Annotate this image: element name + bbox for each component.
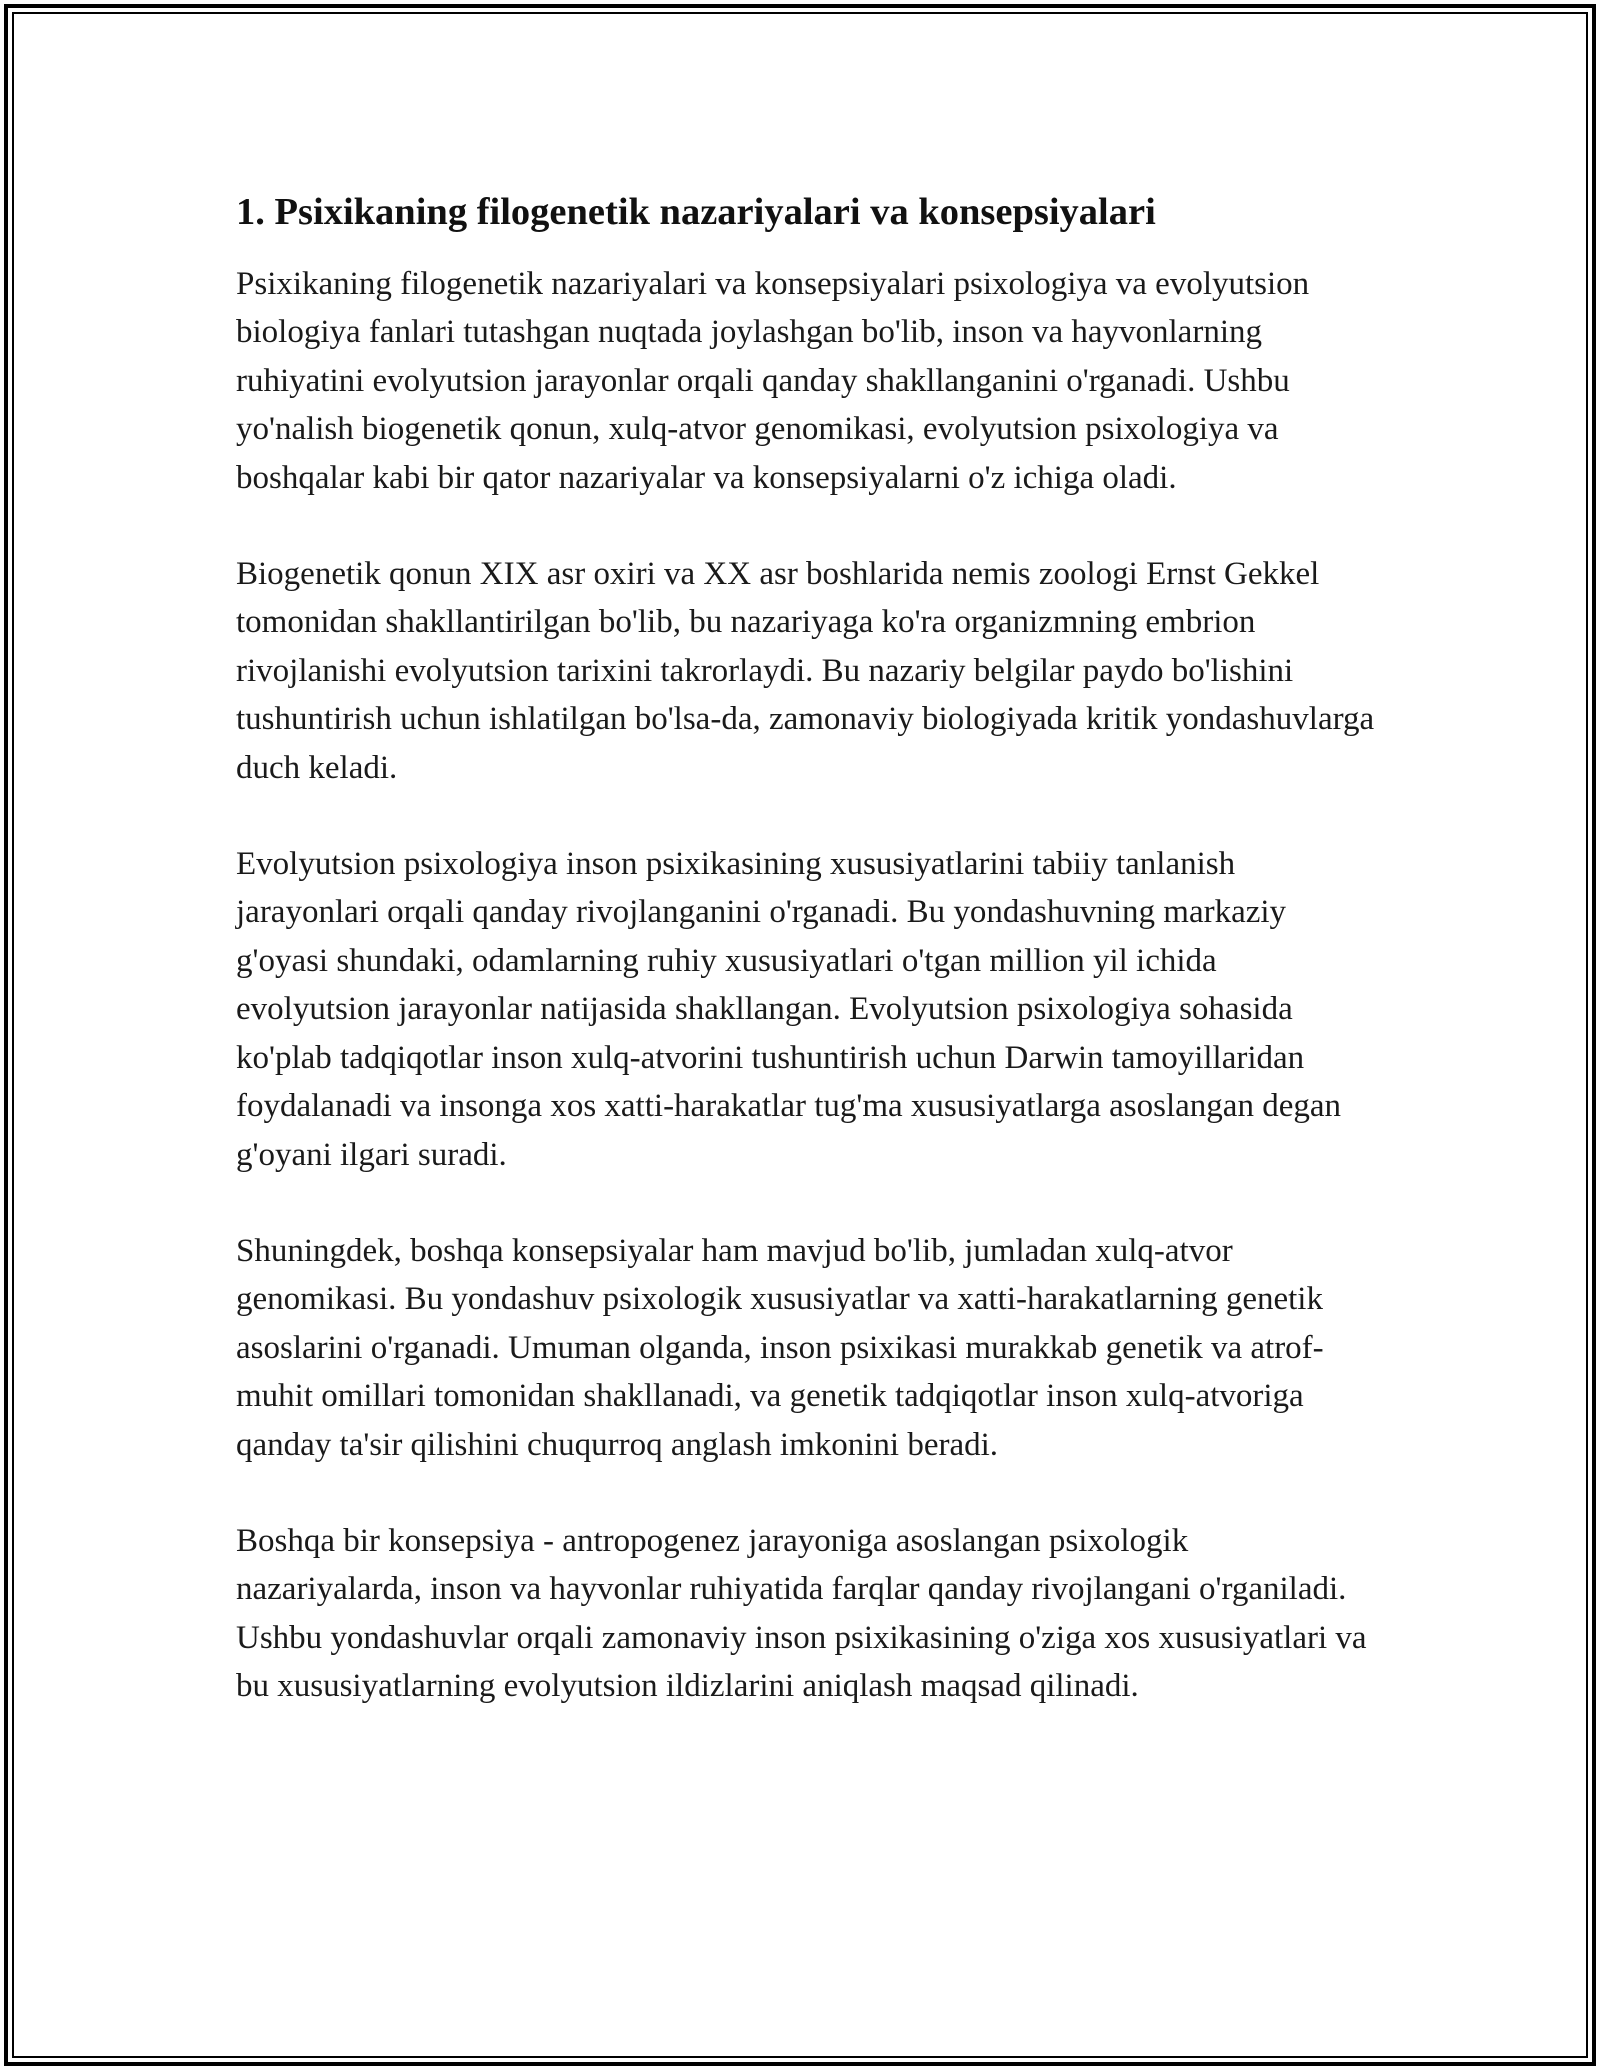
paragraph-2: Biogenetik qonun XIX asr oxiri va XX asr boshlarida nemis zoologi Ernst Gekkel tomonidan shakllantirilgan bo'lib, bu nazariyaga ko'ra organizmning embrion rivojlanishi evolyutsion tarixini takrorlaydi. Bu nazariy belgilar paydo bo'lishini tushuntirish uchun ishlatilgan bo'lsa-da, zamonaviy biologiyada kritik yondashuvlarga duch keladi. bbox=[236, 556, 1375, 786]
document-body bbox=[236, 186, 1376, 1759]
document-title: 1. Psixikaning filogenetik nazariyalari va konsepsiyalari bbox=[236, 191, 1156, 233]
paragraph-4: Shuningdek, boshqa konsepsiyalar ham mavjud bo'lib, jumladan xulq-atvor genomikasi. Bu yondashuv psixologik xususiyatlar va xatti-harakatlarning genetik asoslarini o'rganadi. Umuman olganda, inson psixikasi murakkab genetik va atrof-muhit omillari tomonidan shakllanadi, va genetik tadqiqotlar inson xulq-atvoriga qanday ta'sir qilishini chuqurroq anglash imkonini beradi. bbox=[236, 1232, 1324, 1463]
paragraph-5: Boshqa bir konsepsiya - antropogenez jarayoniga asoslangan psixologik nazariyalarda, inson va hayvonlar ruhiyatida farqlar qanday rivojlangani o'rganiladi. Ushbu yondashuvlar orqali zamonaviy inson psixikasining o'ziga xos xususiyatlari va bu xususiyatlarning evolyutsion ildizlarini aniqlash maqsad qilinadi. bbox=[236, 1522, 1367, 1705]
paragraph-3: Evolyutsion psixologiya inson psixikasining xususiyatlarini tabiiy tanlanish jarayonlari orqali qanday rivojlanganini o'rganadi. Bu yondashuvning markaziy g'oyasi shundaki, odamlarning ruhiy xususiyatlari o'tgan million yil ichida evolyutsion jarayonlar natijasida shakllangan. Evolyutsion psixologiya sohasida ko'plab tadqiqotlar inson xulq-atvorini tushuntirish uchun Darwin tamoyillaridan foydalanadi va insonga xos xatti-harakatlar tug'ma xususiyatlarga asoslangan degan g'oyani ilgari suradi. bbox=[236, 846, 1342, 1173]
paragraph-1: Psixikaning filogenetik nazariyalari va konsepsiyalari psixologiya va evolyutsion biologiya fanlari tutashgan nuqtada joylashgan bo'lib, inson va hayvonlarning ruhiyatini evolyutsion jarayonlar orqali qanday shakllanganini o'rganadi. Ushbu yo'nalish biogenetik qonun, xulq-atvor genomikasi, evolyutsion psixologiya va boshqalar kabi bir qator nazariyalar va konsepsiyalarni o'z ichiga oladi. bbox=[236, 266, 1310, 496]
